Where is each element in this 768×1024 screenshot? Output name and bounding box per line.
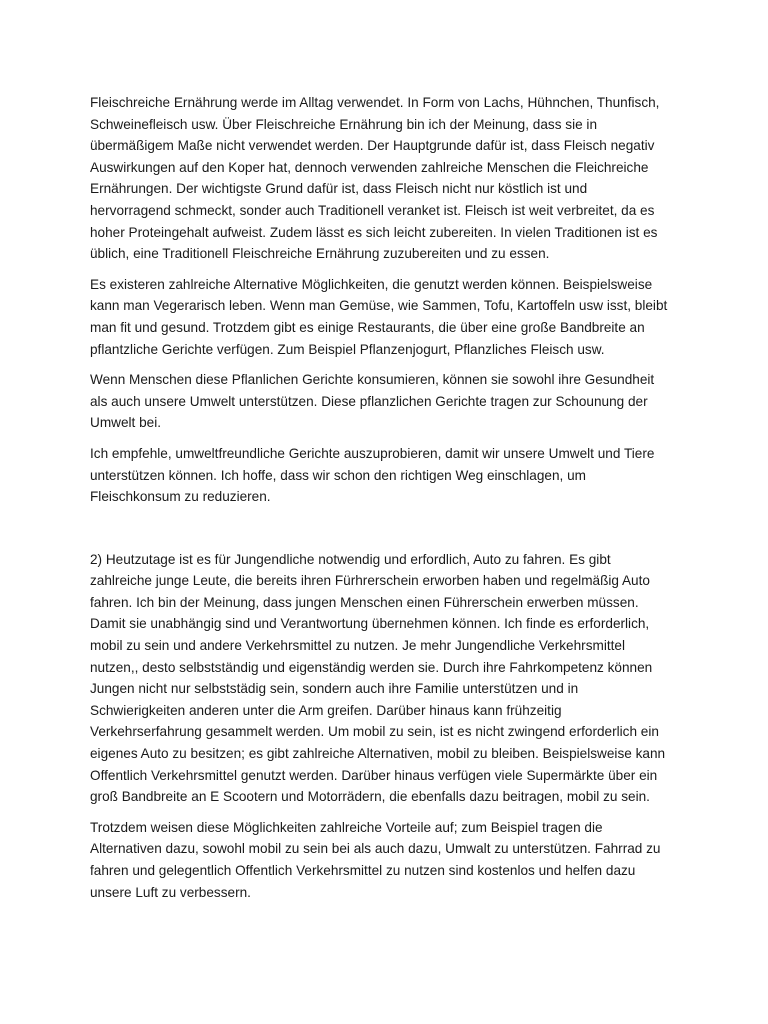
paragraph-mobility-advantages: Trotzdem weisen diese Möglichkeiten zahlreiche Vorteile auf; zum Beispiel tragen die Alternativen dazu, sowohl mobil zu sein bei als auch dazu, Umwalt zu unterstützen. Fahrrad zu fahren und gelegentlich Offentlich Verkehrsmittel zu nutzen sind kostenlos und helfen dazu unsere Luft zu verbessern. bbox=[90, 819, 661, 900]
paragraph-meat-diet: Fleischreiche Ernährung werde im Alltag verwendet. In Form von Lachs, Hühnchen, Thunfisch, Schweinefleisch usw. Über Fleischreiche Ernährung bin ich der Meinung, dass sie in übermäßigem Maße nicht verwendet werden. Der Hauptgrunde dafür ist, dass Fleisch negativ Auswirkungen auf den Koper hat, dennoch verwenden zahlreiche Menschen die Fleichreiche Ernährungen. Der wichtigste Grund dafür ist, dass Fleisch nicht nur köstlich ist und hervorragend schmeckt, sonder auch Traditionell veranket ist. Fleisch ist weit verbreitet, da es hoher Proteingehalt aufweist. Zudem lässt es sich leicht zubereiten. In vielen Traditionen ist es üblich, eine Traditionell Fleischreiche Ernährung zuzubereiten und zu essen. bbox=[90, 95, 660, 262]
paragraph-driving-license: 2) Heutzutage ist es für Jungendliche notwendig und erfordlich, Auto zu fahren. Es gibt zahlreiche junge Leute, die bereits ihren Fürhrerschein erworben haben und regelmäßig Auto fahren. Ich bin der Meinung, dass jungen Menschen einen Führerschein erwerben müssen. Damit sie unabhängig sind und Verantwortung übernehmen können. Ich finde es erforderlich, mobil zu sein und andere Verkehrsmittel zu nutzen. Je mehr Jungendliche Verkehrsmittel nutzen,, desto selbstständig und eigenständig werden sie. Durch ihre Fahrkompetenz können Jungen nicht nur selbststädig sein, sondern auch ihre Familie unterstützen und in Schwierigkeiten anderen unter die Arm greifen. Darüber hinaus kann frühzeitig Verkehrserfahrung gesammelt werden. Um mobil zu sein, ist es nicht zwingend erforderlich ein eigenes Auto zu besitzen; es gibt zahlreiche Alternativen, mobil zu bleiben. Beispielsweise kann Offentlich Verkehrsmittel genutzt werden. Darüber hinaus verfügen viele Supermärkte über ein groß Bandbreite an E Scootern und Motorrädern, die ebenfalls dazu beitragen, mobil zu sein. bbox=[90, 551, 666, 805]
paragraph-recommendation: Ich empfehle, umweltfreundliche Gerichte auszuprobieren, damit wir unsere Umwelt und Tiere unterstützen können. Ich hoffe, dass wir schon den richtigen Weg einschlagen, um Fleischkonsum zu reduzieren. bbox=[90, 445, 655, 505]
document-page bbox=[90, 92, 678, 912]
section-gap bbox=[90, 517, 678, 549]
paragraph-alternatives: Es existeren zahlreiche Alternative Möglichkeiten, die genutzt werden können. Beispielsweise kann man Vegerarisch leben. Wenn man Gemüse, wie Sammen, Tofu, Kartoffeln usw isst, bleibt man fit und gesund. Trotzdem gibt es einige Restaurants, die über eine große Bandbreite an pflantzliche Gerichte verfügen. Zum Beispiel Pflanzenjogurt, Pflanzliches Fleisch usw. bbox=[90, 276, 668, 357]
paragraph-plant-dishes: Wenn Menschen diese Pflanlichen Gerichte konsumieren, können sie sowohl ihre Gesundheit als auch unsere Umwelt unterstützen. Diese pflanzlichen Gerichte tragen zur Schounung der Umwelt bei. bbox=[90, 372, 655, 431]
